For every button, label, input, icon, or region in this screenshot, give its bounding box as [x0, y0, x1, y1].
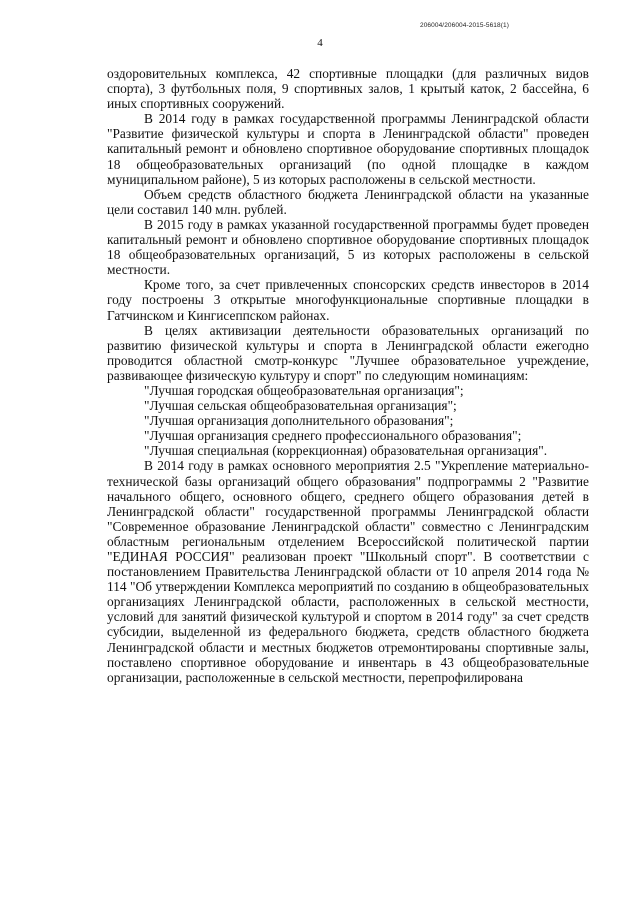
paragraph: В 2015 году в рамках указанной государственной программы будет проведен капитальный ремонт и обновлено спортивное оборудование спортивных площадок 18 общеобразовательных организаций, 5 из которых расположены в сельской местности.: [107, 216, 589, 278]
paragraph: В целях активизации деятельности образовательных организаций по развитию физической культуры и спорта в Ленинградской области ежегодно проводится областной смотр-конкурс "Лучшее образовательное учреждение, развивающее физическую культуру и спорт" по следующим номинациям:: [107, 322, 589, 383]
paragraph: В 2014 году в рамках государственной программы Ленинградской области "Развитие физической культуры и спорта в Ленинградской области" проведен капитальный ремонт и обновлено спортивное оборудование спортивных площадок 18 общеобразовательных организаций (по одной площадке в каждом муниципальном районе), 5 из которых расположены в сельской местности.: [107, 111, 589, 187]
document-body: [107, 66, 589, 685]
nomination-item: "Лучшая организация среднего профессионального образования";: [144, 428, 522, 444]
paragraph: Объем средств областного бюджета Ленинградской области на указанные цели составил 140 млн. рублей.: [107, 186, 589, 217]
paragraph: Кроме того, за счет привлеченных спонсорских средств инвесторов в 2014 году построены 3 открытые многофункциональные спортивные площадки в Гатчинском и Кингисеппском районах.: [107, 277, 589, 323]
nomination-item: "Лучшая сельская общеобразовательная организация";: [144, 398, 457, 414]
nomination-item: "Лучшая городская общеобразовательная организация";: [144, 382, 464, 398]
paragraph: В 2014 году в рамках основного мероприятия 2.5 "Укрепление материально-технической базы организаций общего образования" подпрограммы 2 "Развитие начального общего, основного общего, среднего общего образования детей в Ленинградской области" государственной программы Ленинградской области "Современное образование Ленинградской области" совместно с Ленинградским областным региональным отделением Всероссийской политической партии "ЕДИНАЯ РОССИЯ" реализован проект "Школьный спорт". В соответствии с постановлением Правительства Ленинградской области от 10 апреля 2014 года № 114 "Об утверждении Комплекса мероприятий по созданию в общеобразовательных организациях Ленинградской области, расположенных в сельской местности, условий для занятий физической культурой и спортом в 2014 году" за счет средств субсидии, выделенной из федерального бюджета, средств областного бюджета Ленинградской области и местных бюджетов отремонтированы спортивные залы, поставлено спортивное оборудование и инвентарь в 43 общеобразовательные организации, расположенные в сельской местности, перепрофилирована: [107, 458, 589, 685]
page-number: 4: [317, 37, 323, 49]
nomination-item: "Лучшая организация дополнительного образования";: [144, 413, 454, 429]
document-id: 206004/206004-2015-5618(1): [420, 22, 509, 29]
nomination-item: "Лучшая специальная (коррекционная) образовательная организация".: [144, 443, 548, 459]
paragraph: оздоровительных комплекса, 42 спортивные площадки (для различных видов спорта), 3 футбольных поля, 9 спортивных залов, 1 крытый каток, 2 бассейна, 6 иных спортивных сооружений.: [107, 66, 589, 112]
